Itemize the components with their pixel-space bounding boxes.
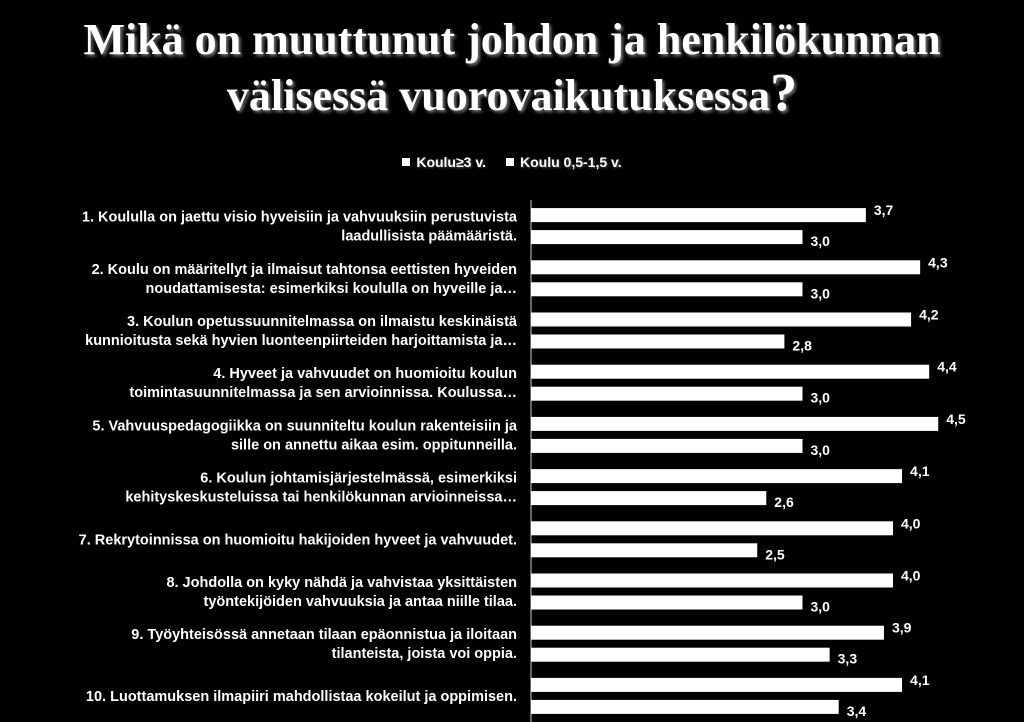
bar-series-1 (531, 208, 866, 222)
category-label (129, 366, 517, 401)
chart-title-line2: välisessä vuorovaikutuksessa (226, 71, 771, 120)
category-label (166, 575, 517, 610)
data-label-series-1: 3,9 (891, 619, 912, 636)
data-label-series-1: 4,0 (901, 515, 921, 532)
category-label-line: 2. Koulu on määritellyt ja ilmaisut tahtonsa eettisten hyveiden (91, 261, 517, 278)
category-label-line: tilanteista, joista voi oppia. (331, 646, 517, 663)
data-label-series-2: 3,0 (810, 389, 830, 406)
data-label-series-1: 4,0 (901, 567, 921, 584)
data-label-series-2: 3,3 (837, 650, 858, 667)
data-label-series-1: 3,7 (873, 202, 894, 219)
category-label-line: 6. Koulun johtamisjärjestelmässä, esimerkiksi (200, 470, 517, 487)
legend-label-series-1: Koulu≥3 v. (416, 154, 486, 170)
category-label-line: kunnioitusta sekä hyvien luonteenpiirteiden harjoittamista ja… (85, 333, 517, 349)
category-label-line: 5. Vahvuuspedagogiikka on suunniteltu koulun rakenteisiin ja (92, 418, 517, 435)
category-label (86, 689, 517, 705)
category-label-line: laadullisista päämääristä. (341, 228, 517, 245)
bar-series-1 (531, 626, 884, 640)
data-label-series-2: 2,5 (765, 546, 785, 563)
category-label-line: 10. Luottamuksen ilmapiiri mahdollistaa kokeilut ja oppimisen. (85, 688, 517, 705)
bar-series-2 (531, 439, 803, 453)
category-label-line: kehityskeskusteluissa tai henkilökunnan arvioinneissa… (125, 489, 517, 506)
bar-series-2 (531, 491, 766, 505)
data-label-series-2: 3,0 (810, 598, 830, 615)
data-label-series-1: 4,4 (937, 358, 957, 375)
data-label-series-1: 4,1 (910, 671, 930, 688)
bar-series-2 (531, 648, 830, 662)
bar-series-2 (531, 596, 803, 610)
bar-series-2 (531, 387, 803, 401)
data-label-series-2: 3,4 (846, 702, 867, 719)
bar-series-2 (531, 335, 784, 349)
category-label (92, 418, 518, 453)
bar-series-1 (531, 313, 911, 327)
bar-series-2 (531, 700, 839, 714)
category-label (79, 532, 517, 548)
chart-title-line1: Mikä on muuttunut johdon ja henkilökunnan (83, 15, 941, 64)
legend-label-series-2: Koulu 0,5-1,5 v. (519, 154, 622, 170)
bar-series-1 (531, 260, 920, 274)
data-label-series-1: 4,2 (919, 306, 939, 323)
bar-series-1 (531, 521, 893, 535)
category-label (85, 314, 518, 349)
category-label (125, 471, 517, 506)
bar-series-2 (531, 543, 757, 557)
data-label-series-2: 3,0 (810, 233, 830, 250)
data-label-series-2: 2,6 (774, 494, 794, 511)
bar-series-1 (531, 574, 893, 588)
data-label-series-2: 3,0 (810, 285, 830, 302)
bar-series-2 (531, 282, 803, 296)
category-label (92, 262, 517, 297)
category-label-line: 9. Työyhteisössä annetaan tilaan epäonnistua ja iloitaan (131, 627, 517, 644)
category-label-line: toimintasuunnitelmassa ja sen arvioinnissa. Koulussa… (129, 385, 517, 402)
category-label-line: sille on annettu aikaa esim. oppitunneilla. (230, 437, 517, 454)
bar-series-2 (531, 230, 803, 244)
category-label-line: noudattamisesta: esimerkiksi koululla on hyveille ja… (145, 280, 517, 297)
category-label-line: työntekijöiden vahvuuksia ja antaa niille tilaa. (203, 594, 517, 610)
data-label-series-1: 4,3 (928, 254, 948, 271)
bar-series-1 (531, 417, 938, 431)
data-label-series-2: 3,0 (810, 441, 830, 458)
chart-title-qmark: ? (770, 62, 798, 122)
category-label-line: 4. Hyveet ja vahvuudet on huomioitu koulun (213, 366, 517, 383)
data-label-series-1: 4,5 (946, 410, 966, 427)
category-label (131, 627, 517, 662)
bar-series-1 (531, 365, 929, 379)
data-label-series-2: 2,8 (792, 337, 812, 354)
bar-series-1 (531, 678, 902, 692)
bar-series-1 (531, 469, 902, 483)
category-label-line: 1. Koululla on jaettu visio hyveisiin ja vahvuuksiin perustuvista (81, 209, 517, 226)
category-label-line: 7. Rekrytoinnissa on huomioitu hakijoiden hyveet ja vahvuudet. (78, 532, 517, 549)
category-label-line: 8. Johdolla on kyky nähdä ja vahvistaa yksittäisten (166, 575, 517, 591)
data-label-series-1: 4,1 (910, 463, 930, 480)
category-label-line: 3. Koulun opetussuunnitelmassa on ilmaistu keskinäistä (127, 314, 517, 330)
category-label (82, 210, 518, 245)
